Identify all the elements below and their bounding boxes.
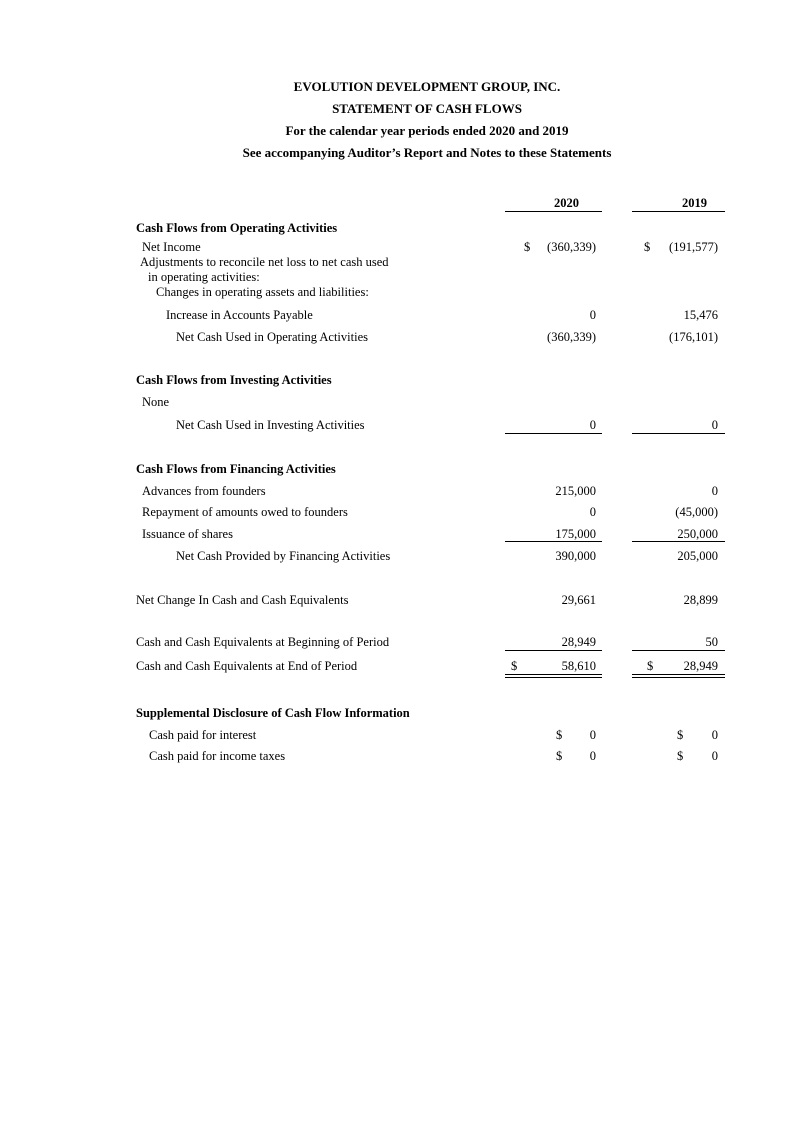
row-label: Net Income	[142, 240, 201, 254]
value-2019: 0	[711, 728, 718, 742]
row-label: Adjustments to reconcile net loss to net cash used	[140, 255, 389, 269]
value-2019: 28,899	[683, 593, 718, 607]
double-underline	[632, 677, 725, 678]
row-label: Issuance of shares	[142, 527, 233, 541]
divider	[505, 650, 602, 651]
row-label: Cash paid for income taxes	[149, 749, 286, 763]
double-underline	[505, 674, 602, 675]
value-2020: 29,661	[561, 593, 596, 607]
value-2019: 0	[711, 484, 718, 498]
currency-symbol: $	[647, 659, 654, 673]
column-2020: 2020	[554, 196, 579, 210]
value-2020: (360,339)	[547, 330, 596, 344]
value-2020: 390,000	[555, 549, 596, 563]
row-label: Net Cash Used in Investing Activities	[176, 418, 365, 432]
statement-title: STATEMENT OF CASH FLOWS	[332, 101, 522, 116]
divider	[632, 650, 725, 651]
value-2019: 205,000	[677, 549, 718, 563]
divider	[632, 541, 725, 542]
value-2020: 175,000	[555, 527, 596, 541]
value-2019: (45,000)	[675, 505, 718, 519]
value-2019: 15,476	[683, 308, 718, 322]
row-label: Cash paid for interest	[149, 728, 257, 742]
value-2020: 215,000	[555, 484, 596, 498]
currency-symbol: $	[677, 728, 684, 742]
currency-symbol: $	[644, 240, 651, 254]
row-label: Net Cash Provided by Financing Activities	[176, 549, 391, 563]
value-2020: 0	[589, 418, 596, 432]
value-2019: (176,101)	[669, 330, 718, 344]
row-label: Repayment of amounts owed to founders	[142, 505, 348, 519]
value-2019: 0	[711, 418, 718, 432]
row-label: None	[142, 395, 170, 409]
value-2020: 0	[589, 308, 596, 322]
auditor-note: See accompanying Auditor’s Report and Notes to these Statements	[242, 145, 612, 160]
currency-symbol: $	[556, 749, 563, 763]
section-heading: Cash Flows from Operating Activities	[136, 221, 338, 235]
section-heading: Cash Flows from Financing Activities	[136, 462, 336, 476]
value-2020: (360,339)	[547, 240, 596, 254]
double-underline	[632, 674, 725, 675]
value-2019: 28,949	[683, 659, 718, 673]
currency-symbol: $	[524, 240, 531, 254]
currency-symbol: $	[511, 659, 518, 673]
value-2019: 250,000	[677, 527, 718, 541]
divider	[505, 541, 602, 542]
section-heading: Supplemental Disclosure of Cash Flow Information	[136, 706, 410, 720]
value-2020: 0	[589, 505, 596, 519]
column-2019: 2019	[682, 196, 707, 210]
value-2020: 0	[589, 749, 596, 763]
divider	[505, 433, 602, 434]
row-label: Advances from founders	[142, 484, 266, 498]
company-name: EVOLUTION DEVELOPMENT GROUP, INC.	[293, 79, 561, 94]
value-2020: 28,949	[561, 635, 596, 649]
value-2020: 0	[589, 728, 596, 742]
section-heading: Cash Flows from Investing Activities	[136, 373, 332, 387]
value-2019: 50	[705, 635, 718, 649]
divider	[632, 433, 725, 434]
row-label: Changes in operating assets and liabilities:	[156, 285, 369, 299]
double-underline	[505, 677, 602, 678]
row-label: Net Cash Used in Operating Activities	[176, 330, 368, 344]
value-2019: 0	[711, 749, 718, 763]
row-label: Cash and Cash Equivalents at Beginning of Period	[136, 635, 390, 649]
divider	[632, 211, 725, 212]
currency-symbol: $	[677, 749, 684, 763]
row-label: Cash and Cash Equivalents at End of Period	[136, 659, 358, 673]
divider	[505, 211, 602, 212]
row-label: Increase in Accounts Payable	[166, 308, 313, 322]
value-2020: 58,610	[561, 659, 596, 673]
row-label: Net Change In Cash and Cash Equivalents	[136, 593, 349, 607]
row-label: in operating activities:	[148, 270, 260, 284]
currency-symbol: $	[556, 728, 563, 742]
value-2019: (191,577)	[669, 240, 718, 254]
period: For the calendar year periods ended 2020 and 2019	[285, 123, 569, 138]
